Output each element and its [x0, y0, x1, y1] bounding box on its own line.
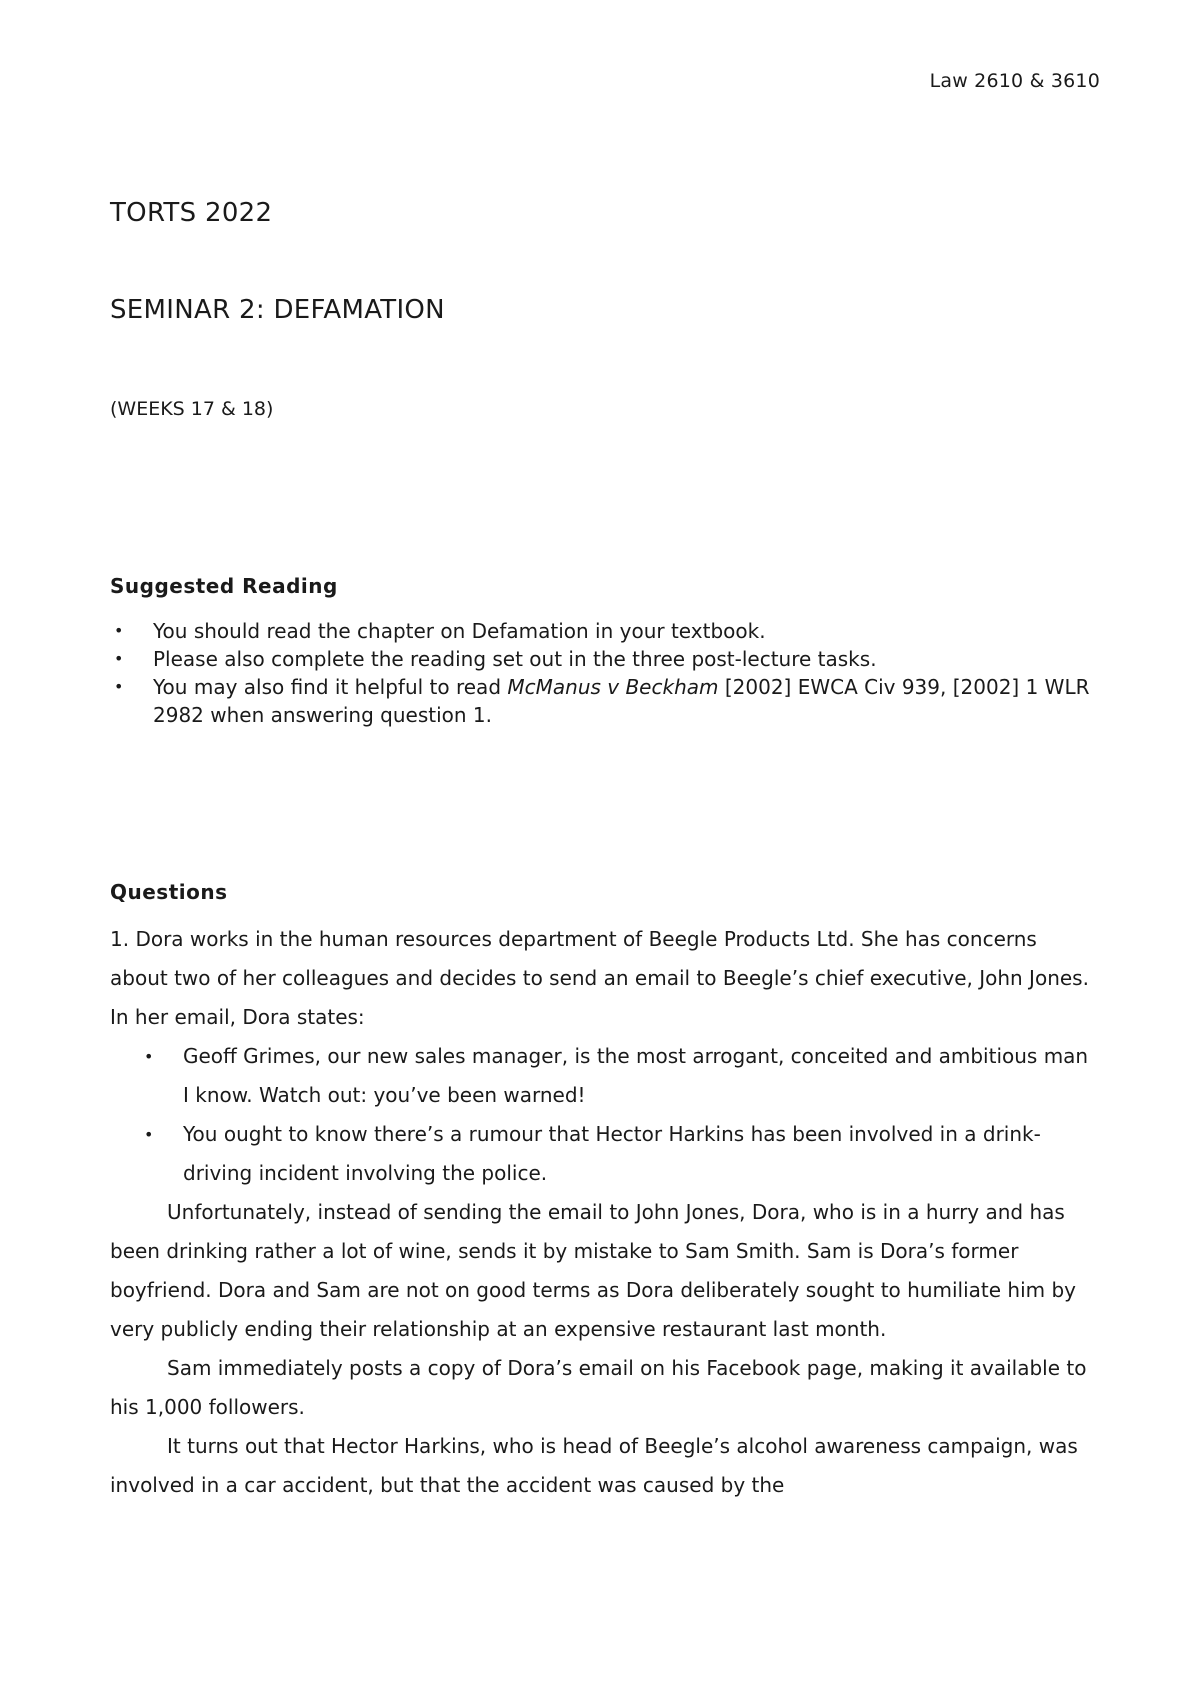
bullet-icon: • — [144, 1047, 154, 1066]
weeks-label: (WEEKS 17 & 18) — [110, 398, 274, 420]
bullet-icon: • — [144, 1125, 154, 1144]
email-points-list — [110, 1037, 1095, 1193]
reading-item-text-post: [2002] EWCA Civ 939, [2002] 1 WLR 2982 when answering question 1. — [153, 675, 1090, 727]
email-point-text: You ought to know there’s a rumour that Hector Harkins has been involved in a drink-driving incident involving the police. — [183, 1122, 1041, 1185]
question-paragraph: Sam immediately posts a copy of Dora’s email on his Facebook page, making it available to his 1,000 followers. — [110, 1356, 1087, 1419]
question-paragraph: Unfortunately, instead of sending the email to John Jones, Dora, who is in a hurry and has been drinking rather a lot of wine, sends it by mistake to Sam Smith. Sam is Dora’s former boyfriend. Dora and Sam are not on good terms as Dora deliberately sought to humiliate him by very publicly ending their relationship at an expensive restaurant last month. — [110, 1200, 1077, 1341]
course-code: Law 2610 & 3610 — [929, 70, 1100, 92]
question-intro: 1. Dora works in the human resources department of Beegle Products Ltd. She has concerns about two of her colleagues and decides to send an email to Beegle’s chief executive, John Jones. In her email, Dora states: — [110, 927, 1089, 1029]
question-paragraph: It turns out that Hector Harkins, who is head of Beegle’s alcohol awareness campaign, was involved in a car accident, but that the accident was caused by the — [110, 1434, 1078, 1497]
email-point — [110, 1115, 1095, 1193]
suggested-reading-heading: Suggested Reading — [110, 574, 338, 598]
email-point-text: Geoff Grimes, our new sales manager, is the most arrogant, conceited and ambitious man I know. Watch out: you’ve been warned! — [183, 1044, 1089, 1107]
reading-item — [110, 645, 1090, 673]
bullet-icon: • — [114, 677, 124, 696]
question-1 — [110, 920, 1095, 1505]
bullet-icon: • — [114, 649, 124, 668]
document-title: TORTS 2022 — [110, 198, 273, 228]
seminar-title: SEMINAR 2: DEFAMATION — [110, 295, 445, 325]
email-point — [110, 1037, 1095, 1115]
reading-item-text: Please also complete the reading set out in the three post-lecture tasks. — [153, 647, 877, 671]
reading-item — [110, 617, 1090, 645]
reading-item-text: You should read the chapter on Defamation in your textbook. — [153, 619, 766, 643]
reading-item — [110, 673, 1090, 729]
suggested-reading-list — [110, 617, 1090, 729]
questions-heading: Questions — [110, 880, 228, 904]
reading-item-text-pre: You may also find it helpful to read — [153, 675, 508, 699]
case-name: McManus v Beckham — [507, 675, 719, 699]
bullet-icon: • — [114, 621, 124, 640]
